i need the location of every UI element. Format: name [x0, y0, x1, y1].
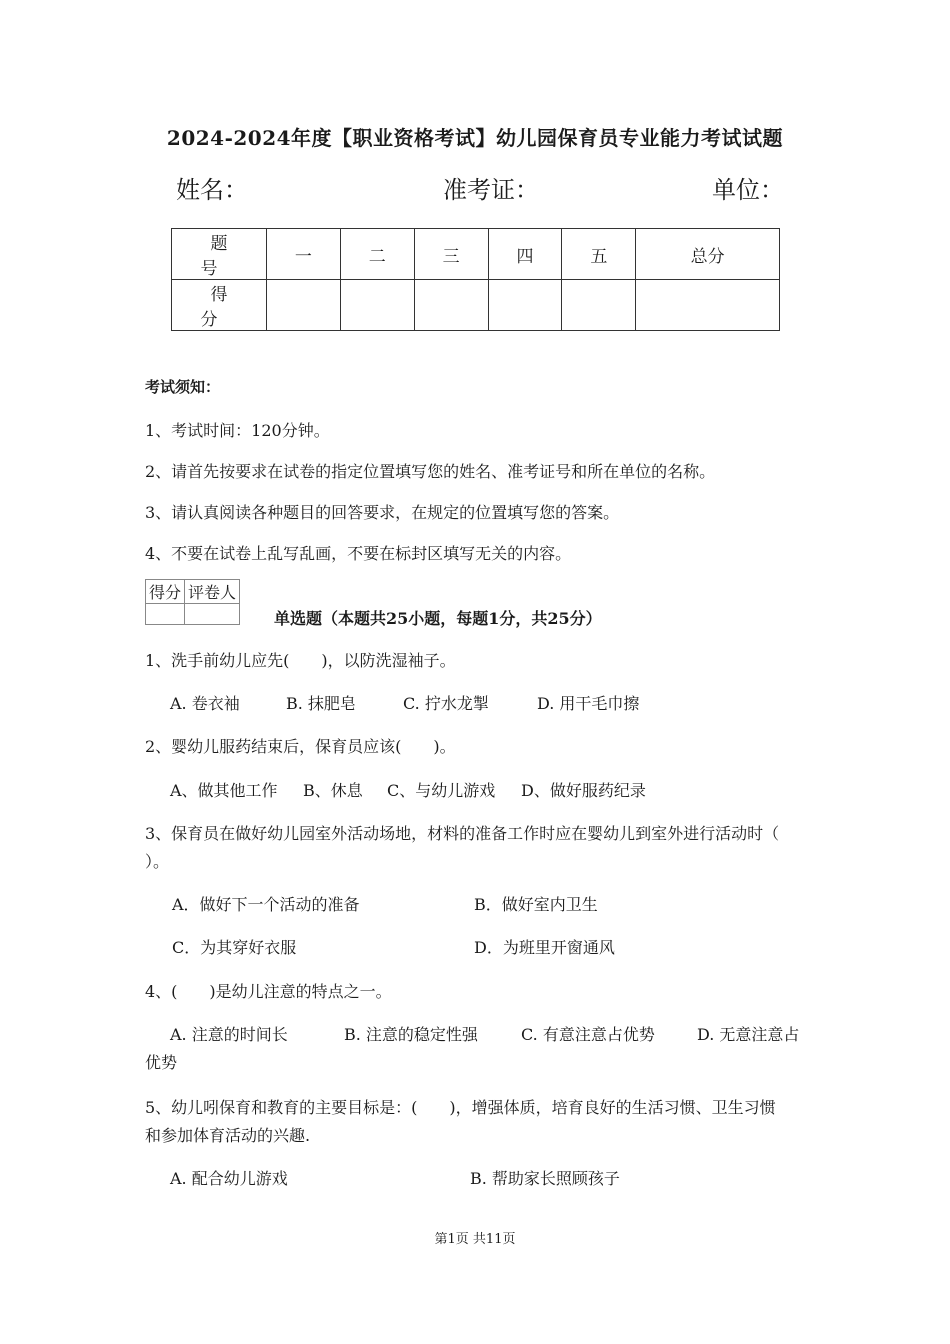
- question-stem: 4、( )是幼儿注意的特点之一。: [145, 982, 392, 1001]
- score-table-col-2: 二: [340, 229, 414, 280]
- score-cell-3[interactable]: [414, 280, 488, 331]
- score-table-col-1: 一: [267, 229, 341, 280]
- option-d[interactable]: D. 无意注意占: [697, 1025, 800, 1044]
- question-stem-continued: ）。: [145, 852, 170, 871]
- option-b[interactable]: B．做好室内卫生: [474, 895, 598, 914]
- notice-item: 3、请认真阅读各种题目的回答要求，在规定的位置填写您的答案。: [145, 503, 620, 522]
- option-c[interactable]: C. 有意注意占优势: [521, 1025, 655, 1044]
- question-stem: 1、洗手前幼儿应先( )，以防洗湿袖子。: [145, 651, 456, 670]
- option-a[interactable]: A、做其他工作: [170, 781, 278, 800]
- score-cell-4[interactable]: [488, 280, 562, 331]
- grader-name-cell[interactable]: [185, 604, 240, 625]
- question-stem: 3、保育员在做好幼儿园室外活动场地，材料的准备工作时应在婴幼儿到室外进行活动时（: [145, 824, 780, 843]
- option-d-wrap: 优势: [145, 1053, 178, 1072]
- option-d[interactable]: D. 用干毛巾擦: [537, 694, 640, 713]
- question-stem: 5、幼儿吲保育和教育的主要目标是：( )，增强体质，培育良好的生活习惯、卫生习惯: [145, 1098, 776, 1117]
- score-table-col-4: 四: [488, 229, 562, 280]
- option-b[interactable]: B. 抹肥皂: [286, 694, 356, 713]
- exam-id-field-label: 准考证：: [443, 176, 539, 204]
- score-cell-2[interactable]: [340, 280, 414, 331]
- option-c[interactable]: C、与幼儿游戏: [387, 781, 496, 800]
- question-stem: 2、婴幼儿服药结束后，保育员应该( )。: [145, 737, 456, 756]
- score-table-score-row: [172, 280, 780, 331]
- notice-item: 2、请首先按要求在试卷的指定位置填写您的姓名、准考证号和所在单位的名称。: [145, 462, 716, 481]
- option-d[interactable]: D．为班里开窗通风: [474, 938, 615, 957]
- question-stem-continued: 和参加体育活动的兴趣.: [145, 1126, 311, 1145]
- score-table-header-row: [172, 229, 780, 280]
- notice-item: 1、考试时间：120分钟。: [145, 421, 330, 440]
- grader-score-cell[interactable]: [146, 604, 185, 625]
- option-a[interactable]: A. 配合幼儿游戏: [170, 1169, 288, 1188]
- option-b[interactable]: B. 帮助家长照顾孩子: [470, 1169, 620, 1188]
- section-title: 单选题（本题共25小题，每题1分，共25分）: [274, 609, 602, 628]
- score-table: [171, 228, 780, 331]
- score-table-header-label: 题 号: [172, 229, 267, 280]
- option-a[interactable]: A. 卷衣袖: [170, 694, 240, 713]
- grader-table-grader-label: 评卷人: [185, 580, 240, 604]
- notice-heading: 考试须知：: [145, 378, 221, 396]
- option-d[interactable]: D、做好服药纪录: [521, 781, 646, 800]
- score-table-col-3: 三: [414, 229, 488, 280]
- grader-table: [145, 579, 240, 625]
- option-b[interactable]: B. 注意的稳定性强: [344, 1025, 478, 1044]
- notice-item: 4、不要在试卷上乱写乱画，不要在标封区填写无关的内容。: [145, 544, 572, 563]
- option-c[interactable]: C. 拧水龙掣: [403, 694, 489, 713]
- page-footer: 第1页 共11页: [434, 1232, 516, 1247]
- score-table-score-label: 得 分: [172, 280, 267, 331]
- score-table-col-5: 五: [562, 229, 636, 280]
- option-a[interactable]: A. 注意的时间长: [170, 1025, 288, 1044]
- score-cell-5[interactable]: [562, 280, 636, 331]
- unit-field-label: 单位：: [712, 176, 784, 204]
- option-a[interactable]: A．做好下一个活动的准备: [172, 895, 360, 914]
- name-field-label: 姓名：: [176, 176, 248, 204]
- score-cell-total[interactable]: [636, 280, 780, 331]
- option-b[interactable]: B、休息: [303, 781, 363, 800]
- grader-table-score-label: 得分: [146, 580, 185, 604]
- option-c[interactable]: C．为其穿好衣服: [172, 938, 297, 957]
- score-table-col-total: 总分: [636, 229, 780, 280]
- page-title: 2024-2024年度【职业资格考试】幼儿园保育员专业能力考试试题: [166, 126, 784, 150]
